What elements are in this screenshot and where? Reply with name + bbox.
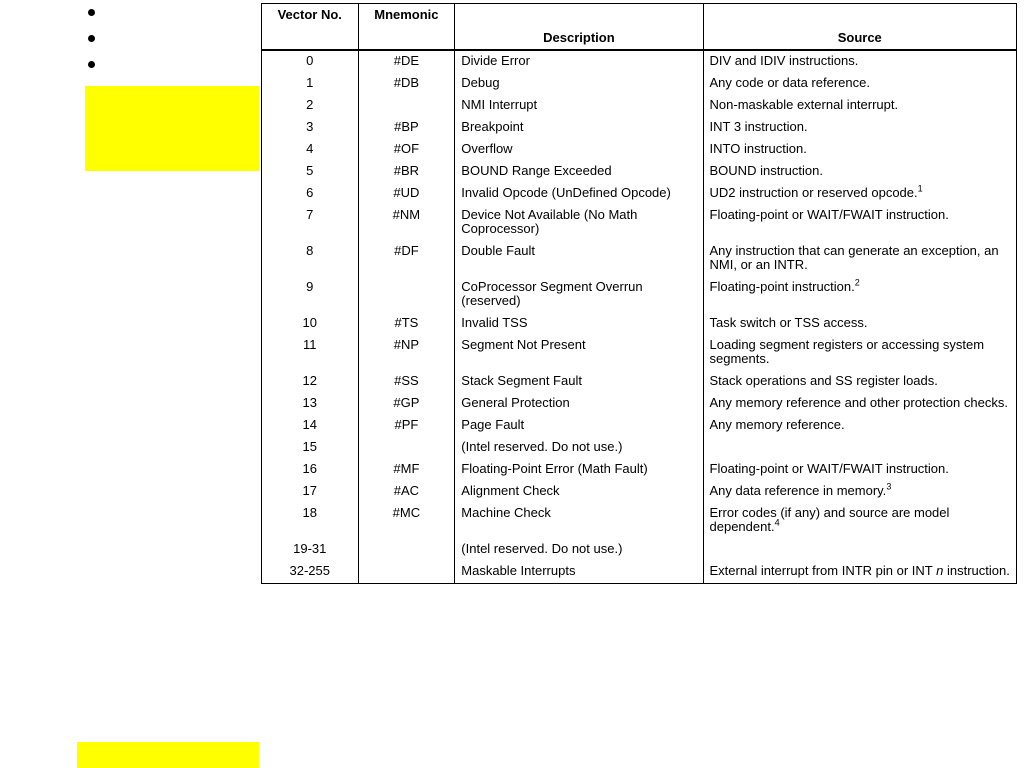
- table-row: [262, 241, 1017, 277]
- cell-vector-no: 1: [262, 73, 359, 95]
- cell-source: [703, 503, 1016, 539]
- cell-vector-no: 17: [262, 481, 359, 503]
- cell-source: [703, 481, 1016, 503]
- table-row: [262, 371, 1017, 393]
- cell-source: [703, 241, 1016, 277]
- highlight-block-top: [85, 86, 259, 171]
- cell-source: [703, 371, 1016, 393]
- cell-mnemonic: #GP: [358, 393, 455, 415]
- cell-mnemonic: #DF: [358, 241, 455, 277]
- cell-source: [703, 277, 1016, 313]
- cell-vector-no: 3: [262, 117, 359, 139]
- cell-description: Device Not Available (No Math Coprocessor): [455, 205, 703, 241]
- source-text: UD2 instruction or reserved opcode.: [709, 185, 918, 200]
- cell-description: Invalid Opcode (UnDefined Opcode): [455, 183, 703, 205]
- cell-vector-no: 7: [262, 205, 359, 241]
- source-text: Floating-point instruction.: [709, 279, 855, 294]
- cell-mnemonic: #BP: [358, 117, 455, 139]
- cell-vector-no: 2: [262, 95, 359, 117]
- cell-vector-no: 14: [262, 415, 359, 437]
- cell-mnemonic: #NP: [358, 335, 455, 371]
- cell-description: BOUND Range Exceeded: [455, 161, 703, 183]
- cell-source: [703, 117, 1016, 139]
- table-row: [262, 539, 1017, 561]
- cell-description: Floating-Point Error (Math Fault): [455, 459, 703, 481]
- cell-vector-no: 10: [262, 313, 359, 335]
- cell-mnemonic: #BR: [358, 161, 455, 183]
- cell-source: [703, 561, 1016, 584]
- source-text: Error codes (if any) and source are model dependent.: [709, 505, 950, 534]
- cell-vector-no: 5: [262, 161, 359, 183]
- cell-mnemonic: #UD: [358, 183, 455, 205]
- cell-source: [703, 183, 1016, 205]
- cell-vector-no: 13: [262, 393, 359, 415]
- source-italic-text: n: [936, 563, 944, 578]
- header-mnemonic: Mnemonic: [358, 4, 455, 51]
- cell-mnemonic: [358, 561, 455, 584]
- source-text: Any data reference in memory.: [709, 483, 887, 498]
- cell-mnemonic: #MC: [358, 503, 455, 539]
- cell-description: Page Fault: [455, 415, 703, 437]
- bullet-list: [88, 9, 100, 87]
- table-row: [262, 277, 1017, 313]
- cell-source: [703, 73, 1016, 95]
- cell-description: Alignment Check: [455, 481, 703, 503]
- source-text: BOUND instruction.: [709, 163, 823, 178]
- cell-source: [703, 139, 1016, 161]
- source-text: Any code or data reference.: [709, 75, 870, 90]
- cell-vector-no: 32-255: [262, 561, 359, 584]
- table-row: [262, 437, 1017, 459]
- cell-source: [703, 459, 1016, 481]
- cell-mnemonic: #OF: [358, 139, 455, 161]
- cell-mnemonic: #PF: [358, 415, 455, 437]
- cell-vector-no: 19-31: [262, 539, 359, 561]
- cell-vector-no: 16: [262, 459, 359, 481]
- cell-description: NMI Interrupt: [455, 95, 703, 117]
- cell-vector-no: 11: [262, 335, 359, 371]
- table-row: [262, 459, 1017, 481]
- table-row: [262, 183, 1017, 205]
- cell-vector-no: 8: [262, 241, 359, 277]
- cell-mnemonic: [358, 95, 455, 117]
- cell-source: [703, 95, 1016, 117]
- cell-mnemonic: #NM: [358, 205, 455, 241]
- table-row: [262, 393, 1017, 415]
- cell-description: (Intel reserved. Do not use.): [455, 437, 703, 459]
- cell-source: [703, 415, 1016, 437]
- source-text: Any memory reference.: [709, 417, 845, 432]
- table-body: [262, 50, 1017, 584]
- cell-source: [703, 205, 1016, 241]
- table-row: [262, 561, 1017, 584]
- cell-description: Segment Not Present: [455, 335, 703, 371]
- cell-description: Maskable Interrupts: [455, 561, 703, 584]
- cell-mnemonic: #SS: [358, 371, 455, 393]
- cell-mnemonic: #TS: [358, 313, 455, 335]
- cell-description: (Intel reserved. Do not use.): [455, 539, 703, 561]
- bullet-icon: [88, 61, 95, 68]
- cell-source: [703, 335, 1016, 371]
- cell-vector-no: 6: [262, 183, 359, 205]
- cell-description: Invalid TSS: [455, 313, 703, 335]
- table-row: [262, 95, 1017, 117]
- cell-vector-no: 18: [262, 503, 359, 539]
- table-row: [262, 161, 1017, 183]
- header-vector-no: Vector No.: [262, 4, 359, 51]
- cell-vector-no: 9: [262, 277, 359, 313]
- cell-mnemonic: #AC: [358, 481, 455, 503]
- source-text: Stack operations and SS register loads.: [709, 373, 938, 388]
- table-row: [262, 335, 1017, 371]
- cell-description: Stack Segment Fault: [455, 371, 703, 393]
- cell-mnemonic: #DE: [358, 50, 455, 73]
- cell-vector-no: 15: [262, 437, 359, 459]
- cell-mnemonic: #DB: [358, 73, 455, 95]
- cell-mnemonic: [358, 437, 455, 459]
- footnote-marker: 4: [774, 517, 780, 528]
- cell-mnemonic: [358, 539, 455, 561]
- source-text: Floating-point or WAIT/FWAIT instruction.: [709, 207, 949, 222]
- cell-source: [703, 437, 1016, 459]
- table-header-row: [262, 4, 1017, 51]
- cell-vector-no: 4: [262, 139, 359, 161]
- cell-vector-no: 0: [262, 50, 359, 73]
- table-row: [262, 73, 1017, 95]
- source-text: Task switch or TSS access.: [709, 315, 868, 330]
- source-text: DIV and IDIV instructions.: [709, 53, 859, 68]
- table-row: [262, 313, 1017, 335]
- table-row: [262, 415, 1017, 437]
- footnote-marker: 1: [917, 183, 923, 194]
- highlight-block-bottom: [77, 742, 259, 768]
- table-row: [262, 139, 1017, 161]
- source-text: Any memory reference and other protection checks.: [709, 395, 1008, 410]
- cell-source: [703, 539, 1016, 561]
- source-text: External interrupt from INTR pin or INT: [709, 563, 937, 578]
- cell-source: [703, 161, 1016, 183]
- header-source: Source: [703, 4, 1016, 51]
- source-text: Any instruction that can generate an exception, an NMI, or an INTR.: [709, 243, 999, 272]
- table-row: [262, 481, 1017, 503]
- cell-mnemonic: [358, 277, 455, 313]
- cell-source: [703, 313, 1016, 335]
- footnote-marker: 3: [886, 481, 892, 492]
- cell-description: Breakpoint: [455, 117, 703, 139]
- table-row: [262, 117, 1017, 139]
- cell-mnemonic: #MF: [358, 459, 455, 481]
- bullet-icon: [88, 35, 95, 42]
- cell-description: General Protection: [455, 393, 703, 415]
- bullet-icon: [88, 9, 95, 16]
- source-text: INT 3 instruction.: [709, 119, 808, 134]
- source-text: INTO instruction.: [709, 141, 807, 156]
- source-text: Loading segment registers or accessing system segments.: [709, 337, 985, 366]
- source-text: Floating-point or WAIT/FWAIT instruction.: [709, 461, 949, 476]
- source-tail-text: instruction.: [943, 563, 1010, 578]
- header-description: Description: [455, 4, 703, 51]
- table-row: [262, 205, 1017, 241]
- cell-vector-no: 12: [262, 371, 359, 393]
- cell-description: Overflow: [455, 139, 703, 161]
- cell-description: Divide Error: [455, 50, 703, 73]
- table-row: [262, 503, 1017, 539]
- cell-source: [703, 50, 1016, 73]
- cell-description: Debug: [455, 73, 703, 95]
- source-text: Non-maskable external interrupt.: [709, 97, 899, 112]
- cell-source: [703, 393, 1016, 415]
- cell-description: Machine Check: [455, 503, 703, 539]
- footnote-marker: 2: [854, 277, 860, 288]
- interrupt-vector-table: [261, 3, 1017, 584]
- cell-description: CoProcessor Segment Overrun (reserved): [455, 277, 703, 313]
- cell-description: Double Fault: [455, 241, 703, 277]
- table-row: [262, 50, 1017, 73]
